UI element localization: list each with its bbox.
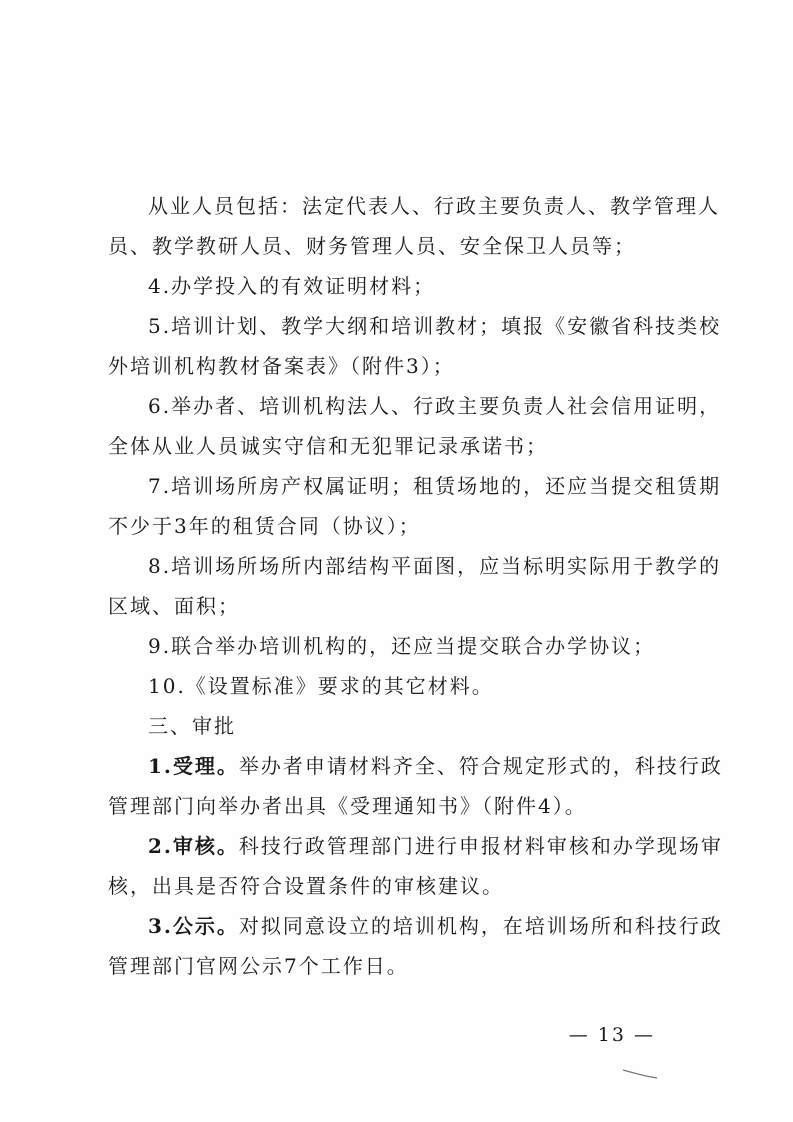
paragraph-line: 外培训机构教材备案表》（附件3）； <box>108 354 455 378</box>
item-text: 科技行政管理部门进行申报材料审核和办学现场审 <box>238 834 723 858</box>
item-title: 1.受理。 <box>148 754 239 778</box>
paragraph-line: 不少于3年的租赁合同（协议）； <box>108 514 421 538</box>
item-title: 3.公示。 <box>148 914 239 938</box>
paragraph-line <box>108 906 723 946</box>
paragraph-line: 员、教学教研人员、财务管理人员、安全保卫人员等； <box>108 234 636 258</box>
paragraph-line: 5.培训计划、教学大纲和培训教材；填报《安徽省科技类校 <box>148 314 722 338</box>
item-text: 对拟同意设立的培训机构，在培训场所和科技行政 <box>238 914 723 938</box>
page-number: — 13 — <box>568 1024 655 1046</box>
paragraph-line: 核，出具是否符合设置条件的审核建议。 <box>108 874 504 898</box>
paragraph-line: 全体从业人员诚实守信和无犯罪记录承诺书； <box>108 434 548 458</box>
item-title: 2.审核。 <box>148 834 239 858</box>
paragraph-line <box>108 826 723 866</box>
paragraph-line: 9.联合举办培训机构的，还应当提交联合办学协议； <box>148 634 656 658</box>
paragraph-line: 管理部门官网公示7个工作日。 <box>108 954 409 978</box>
paragraph-line: 从业人员包括：法定代表人、行政主要负责人、教学管理人 <box>148 194 720 218</box>
paragraph-line: 7.培训场所房产权属证明；租赁场地的，还应当提交租赁期 <box>148 474 722 498</box>
item-text: 举办者申请材料齐全、符合规定形式的，科技行政 <box>238 754 723 778</box>
paragraph-line: 管理部门向举办者出具《受理通知书》（附件4）。 <box>108 794 587 818</box>
paragraph-line <box>108 746 723 786</box>
document-body <box>108 186 723 986</box>
paragraph-line: 10.《设置标准》要求的其它材料。 <box>148 674 494 698</box>
paragraph-line: 6.举办者、培训机构法人、行政主要负责人社会信用证明， <box>148 394 722 418</box>
section-heading: 三、审批 <box>148 714 236 738</box>
paragraph-line: 区域、面积； <box>108 594 240 618</box>
paragraph-line: 8.培训场所场所内部结构平面图，应当标明实际用于教学的 <box>148 554 722 578</box>
scan-artifact-mark <box>622 1068 658 1080</box>
paragraph-line: 4.办学投入的有效证明材料； <box>148 274 436 298</box>
